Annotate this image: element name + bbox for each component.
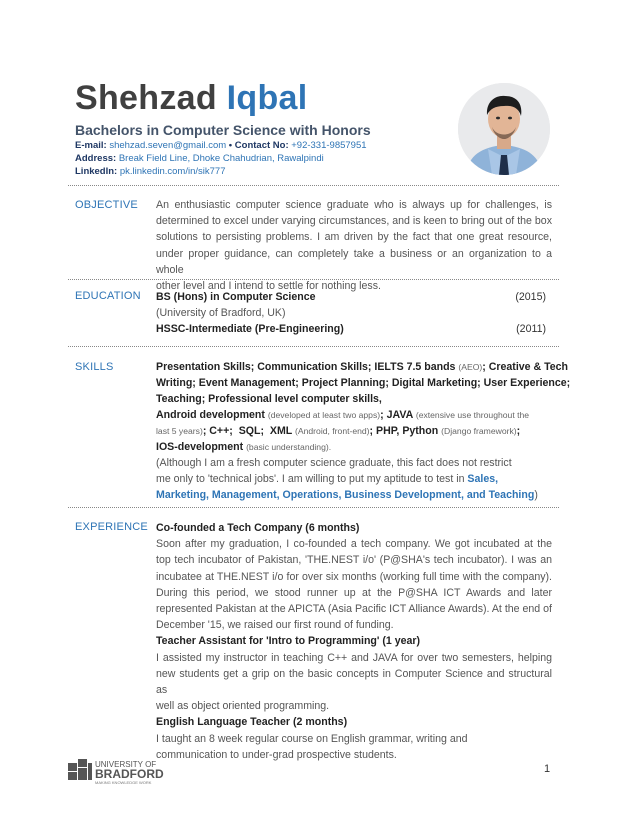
address-value: Break Field Line, Dhoke Chahudrian, Rawalpindi xyxy=(118,153,324,164)
job-line: I taught an 8 week regular course on English grammar, writing and xyxy=(156,732,468,745)
skills-line: Teaching; Professional level computer skills, xyxy=(156,393,382,405)
linkedin-label: LinkedIn: xyxy=(75,166,118,177)
page-number: 1 xyxy=(544,763,551,775)
contact-line-address xyxy=(75,152,324,166)
education-item xyxy=(156,305,546,321)
skills-line xyxy=(156,439,554,455)
skills-note: last 5 years) xyxy=(156,426,203,436)
education-institution: (University of Bradford, UK) xyxy=(156,307,286,319)
skills-text-bold: ; PHP, Python xyxy=(369,425,442,437)
address-label: Address: xyxy=(75,153,117,164)
last-name: Iqbal xyxy=(226,79,308,117)
job-line: new students get a grip on the basic concepts in Computer Science and structural as xyxy=(156,667,552,697)
job-line: December '15, we raised our first round of funding. xyxy=(156,619,394,632)
objective-line: An enthusiastic computer science graduate who is always up for challenges, is xyxy=(156,199,552,211)
skills-text: ) xyxy=(534,489,538,501)
job-title: Co-founded a Tech Company (6 months) xyxy=(156,522,360,534)
experience-list xyxy=(156,520,552,763)
skills-note: (AEO) xyxy=(458,362,483,372)
skills-line: (Although I am a fresh computer science graduate, this fact does not restrict xyxy=(156,457,512,469)
profile-photo-illustration xyxy=(458,83,550,175)
job-line: I assisted my instructor in teaching C++ and JAVA for over two semesters, helping xyxy=(156,651,552,664)
linkedin-link[interactable]: pk.linkedin.com/in/sik777 xyxy=(119,166,226,177)
first-name: Shehzad xyxy=(75,79,217,117)
job-line: communication to under-grad prospective students. xyxy=(156,748,397,761)
section-divider xyxy=(68,279,559,280)
education-item xyxy=(156,321,546,337)
email-value[interactable]: shehzad.seven@gmail.com xyxy=(109,140,227,151)
job-line: incubatee at THE.NEST i/o for over six months (working full time with the company). xyxy=(156,570,552,583)
objective-heading: OBJECTIVE xyxy=(75,199,138,211)
objective-line: determined to excel under varying circumstances, and is keen to bring out of the box xyxy=(156,215,552,228)
job-line: Soon after my graduation, I co-founded a tech company. We got incubated at the xyxy=(156,538,552,551)
phone-label: Contact No: xyxy=(234,140,289,151)
section-divider xyxy=(68,185,559,186)
skills-text-bold: ; xyxy=(516,425,521,437)
university-logo xyxy=(68,757,168,787)
skills-highlight: Marketing, Management, Operations, Business Development, and Teaching xyxy=(156,489,535,501)
education-degree: BS (Hons) in Computer Science xyxy=(156,291,316,303)
skills-text-bold: ; C++; SQL; XML xyxy=(202,425,296,437)
logo-line-3: MAKING KNOWLEDGE WORK xyxy=(95,780,152,785)
degree-title: Bachelors in Computer Science with Honors xyxy=(75,122,371,138)
skills-line xyxy=(156,359,569,375)
job-line: represented Pakistan at the APICTA (Asia Pacific ICT Alliance Awards). At the end of xyxy=(156,603,552,616)
job-description xyxy=(156,731,552,763)
job-title: English Language Teacher (2 months) xyxy=(156,716,348,729)
objective-line: under proper guidance, can completely take a business or an organization to a whole xyxy=(156,247,552,276)
job-line: well as object oriented programming. xyxy=(156,700,330,713)
job-line: top tech incubator of Pakistan, 'THE.NEST i/o' (P@SHA's tech incubator). I was an xyxy=(156,554,552,567)
skills-text-bold: Android development xyxy=(156,409,268,421)
education-item xyxy=(156,289,546,305)
logo-line-1: UNIVERSITY OF xyxy=(95,760,157,769)
job-description xyxy=(156,650,552,715)
skills-heading: SKILLS xyxy=(75,361,114,373)
education-year: (2011) xyxy=(516,323,546,335)
skills-line xyxy=(156,487,554,503)
contact-line-email-phone xyxy=(75,139,367,153)
skills-text: me only to 'technical jobs'. I am willing to put my aptitude to test in xyxy=(156,473,468,485)
email-label: E-mail: xyxy=(75,140,107,151)
skills-note: (developed at least two apps) xyxy=(267,410,381,420)
skills-text-bold: ; Creative & Tech xyxy=(482,361,569,373)
contact-separator: • xyxy=(226,140,235,151)
skills-note: (basic understanding). xyxy=(246,442,332,452)
skills-text xyxy=(156,359,571,503)
skills-note: (Django framework) xyxy=(441,426,517,436)
education-degree: HSSC-Intermediate (Pre-Engineering) xyxy=(156,323,344,335)
skills-highlight: Sales, xyxy=(467,473,499,485)
job-line: During this period, we stood runner up at the P@SHA ICT Awards and later xyxy=(156,586,552,599)
skills-line xyxy=(156,423,554,439)
section-divider xyxy=(68,507,559,508)
job-description xyxy=(156,536,552,633)
phone-value: +92-331-9857951 xyxy=(291,140,367,151)
skills-text-bold: Presentation Skills; Communication Skills; IELTS 7.5 bands xyxy=(156,361,459,373)
skills-note: (Android, front-end) xyxy=(295,426,370,436)
logo-line-2: BRADFORD xyxy=(95,767,164,781)
skills-line xyxy=(156,471,554,487)
skills-text-bold: ; JAVA xyxy=(380,409,416,421)
skills-text-bold: IOS-development xyxy=(156,441,247,453)
education-year: (2015) xyxy=(515,291,546,303)
objective-line: solutions to persisting problems. I am driven by the fact that one great resource, xyxy=(156,231,552,244)
education-heading: EDUCATION xyxy=(75,290,141,302)
skills-note: (extensive use throughout the xyxy=(415,410,530,420)
skills-line: Writing; Event Management; Project Planning; Digital Marketing; User Experience; xyxy=(156,377,571,389)
job-title: Teacher Assistant for 'Intro to Programming' (1 year) xyxy=(156,635,421,648)
candidate-name xyxy=(75,78,308,118)
university-logo-mark xyxy=(68,757,168,787)
skills-line xyxy=(156,407,554,423)
contact-line-linkedin xyxy=(75,165,225,179)
profile-photo xyxy=(458,83,550,175)
experience-heading: EXPERIENCE xyxy=(75,521,148,533)
objective-line: other level and I intend to settle for nothing less. xyxy=(156,280,381,293)
section-divider xyxy=(68,346,559,347)
